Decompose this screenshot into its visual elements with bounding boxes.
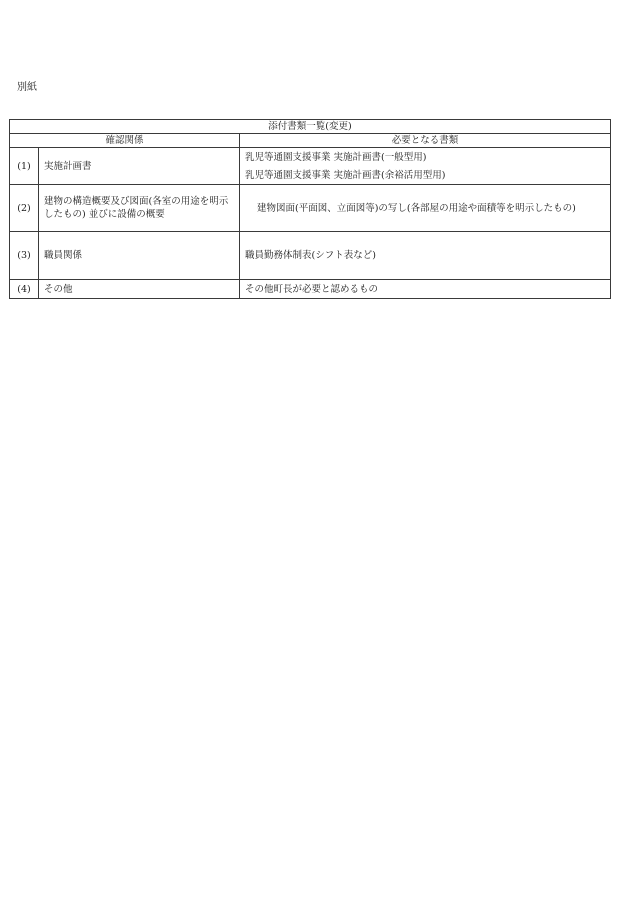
table-title: 添付書類一覧(変更) [10, 120, 611, 134]
table-header-row [10, 134, 611, 148]
table-row [10, 148, 611, 185]
table-row [10, 280, 611, 299]
header-confirmation: 確認関係 [10, 134, 240, 148]
table-row [10, 232, 611, 280]
header-required-documents: 必要となる書類 [240, 134, 611, 148]
row-number: (2) [10, 185, 39, 232]
document-line: 建物図面(平面図、立面図等)の写し(各部屋の用途や面積等を明示したもの) [257, 202, 576, 214]
document-line: 乳児等通園支援事業 実施計画書(余裕活用型用) [245, 169, 446, 181]
attached-documents-table [9, 119, 611, 299]
row-number: (4) [10, 280, 39, 299]
table-row [10, 185, 611, 232]
row-item: 職員関係 [39, 232, 240, 280]
document-line: 乳児等通園支援事業 実施計画書(一般型用) [245, 151, 427, 163]
row-item: 実施計画書 [39, 148, 240, 185]
row-number: (3) [10, 232, 39, 280]
row-documents [240, 185, 611, 232]
appendix-label: 別紙 [17, 82, 37, 93]
row-item: その他 [39, 280, 240, 299]
row-item: 建物の構造概要及び図面(各室の用途を明示したもの) 並びに設備の概要 [39, 185, 240, 232]
row-documents [240, 148, 611, 185]
row-number: (1) [10, 148, 39, 185]
table-title-row [10, 120, 611, 134]
row-documents: その他町長が必要と認めるもの [240, 280, 611, 299]
row-documents: 職員勤務体制表(シフト表など) [240, 232, 611, 280]
